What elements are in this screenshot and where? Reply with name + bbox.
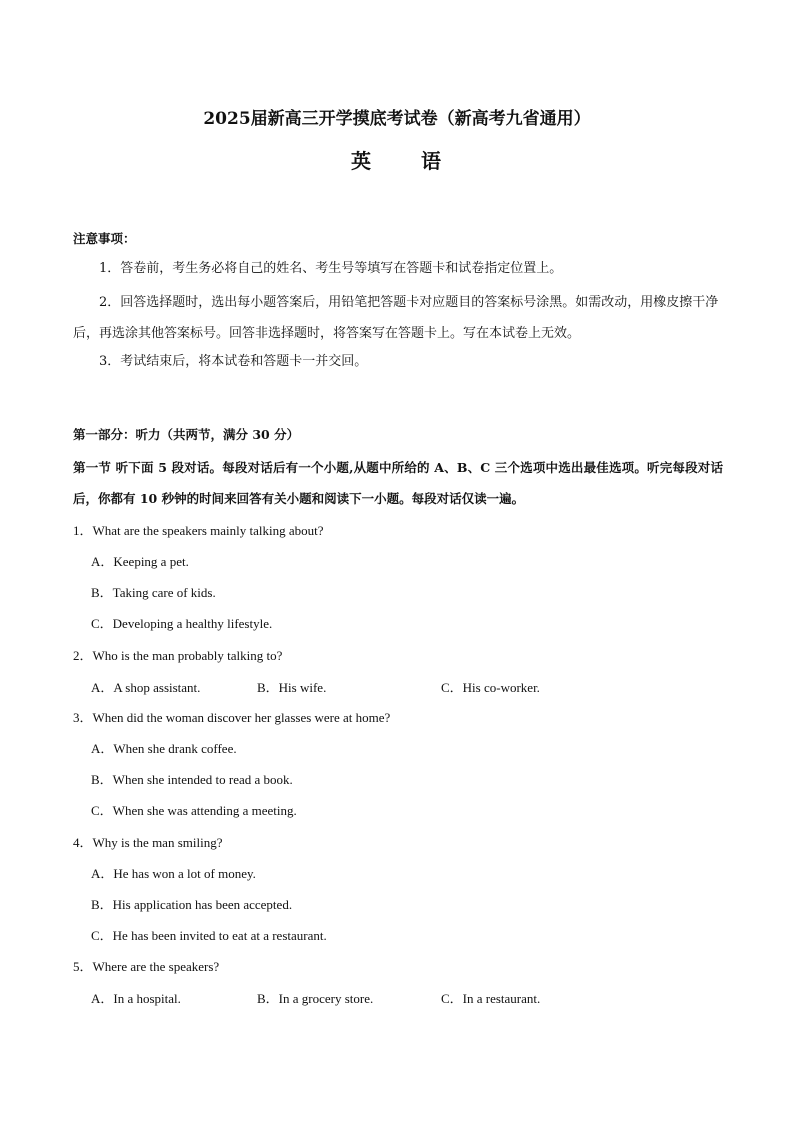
question-4-stem: 4．Why is the man smiling? <box>73 835 223 850</box>
note-text: 2．回答选择题时，选出每小题答案后，用铅笔把答题卡对应题目的答案标号涂黑。如需改动，用橡皮擦干净后，再选涂其他答案标号。回答非选择题时，将答案写在答题卡上。写在本试卷上无效。 <box>73 295 719 341</box>
section1-description: 第一节 听下面 5 段对话。每段对话后有一个小题,从题中所给的 A、B、C 三个选项中选出最佳选项。听完每段对话后，你都有 10 秒钟的时间来回答有关小题和阅读下一小题。每段对话仅读一遍。 <box>73 460 723 506</box>
subject-char-2: 语 <box>421 149 443 173</box>
question-1-option-c: C．Developing a healthy lifestyle. <box>91 616 273 631</box>
notes-heading: 注意事项： <box>73 231 136 246</box>
question-4-option-c: C．He has been invited to eat at a restaurant. <box>91 928 327 943</box>
question-2-option-b: B．His wife. <box>257 680 327 695</box>
question-3-option-b: B．When she intended to read a book. <box>91 772 293 787</box>
subject-title <box>0 145 794 174</box>
question-4-option-a: A．He has won a lot of money. <box>91 866 256 881</box>
question-5-stem: 5．Where are the speakers? <box>73 959 220 974</box>
question-5-option-c: C．In a restaurant. <box>441 991 541 1006</box>
part1-heading: 第一部分：听力（共两节，满分 30 分） <box>73 427 300 442</box>
question-5-option-a: A．In a hospital. <box>91 991 181 1006</box>
question-2-option-c: C．His co-worker. <box>441 680 540 695</box>
note-text: 3．考试结束后，将本试卷和答题卡一并交回。 <box>99 354 368 369</box>
question-1-option-a: A．Keeping a pet. <box>91 554 189 569</box>
question-1-stem: 1．What are the speakers mainly talking about? <box>73 523 324 538</box>
question-3-option-c: C．When she was attending a meeting. <box>91 803 297 818</box>
question-3-option-a: A．When she drank coffee. <box>91 741 237 756</box>
question-3-stem: 3．When did the woman discover her glasses were at home? <box>73 710 391 725</box>
question-5-option-b: B．In a grocery store. <box>257 991 374 1006</box>
question-2-stem: 2．Who is the man probably talking to? <box>73 648 283 663</box>
note-text: 1．答卷前，考生务必将自己的姓名、考生号等填写在答题卡和试卷指定位置上。 <box>99 261 563 276</box>
exam-title: 2025届新高三开学摸底考试卷（新高考九省通用） <box>203 109 591 129</box>
note-item-3 <box>73 349 723 374</box>
subject-char-1: 英 <box>351 149 373 173</box>
question-2-option-a: A．A shop assistant. <box>91 680 201 695</box>
note-item-2 <box>73 287 723 349</box>
question-4-option-b: B．His application has been accepted. <box>91 897 293 912</box>
note-item-1 <box>73 256 723 281</box>
question-1-option-b: B．Taking care of kids. <box>91 585 216 600</box>
